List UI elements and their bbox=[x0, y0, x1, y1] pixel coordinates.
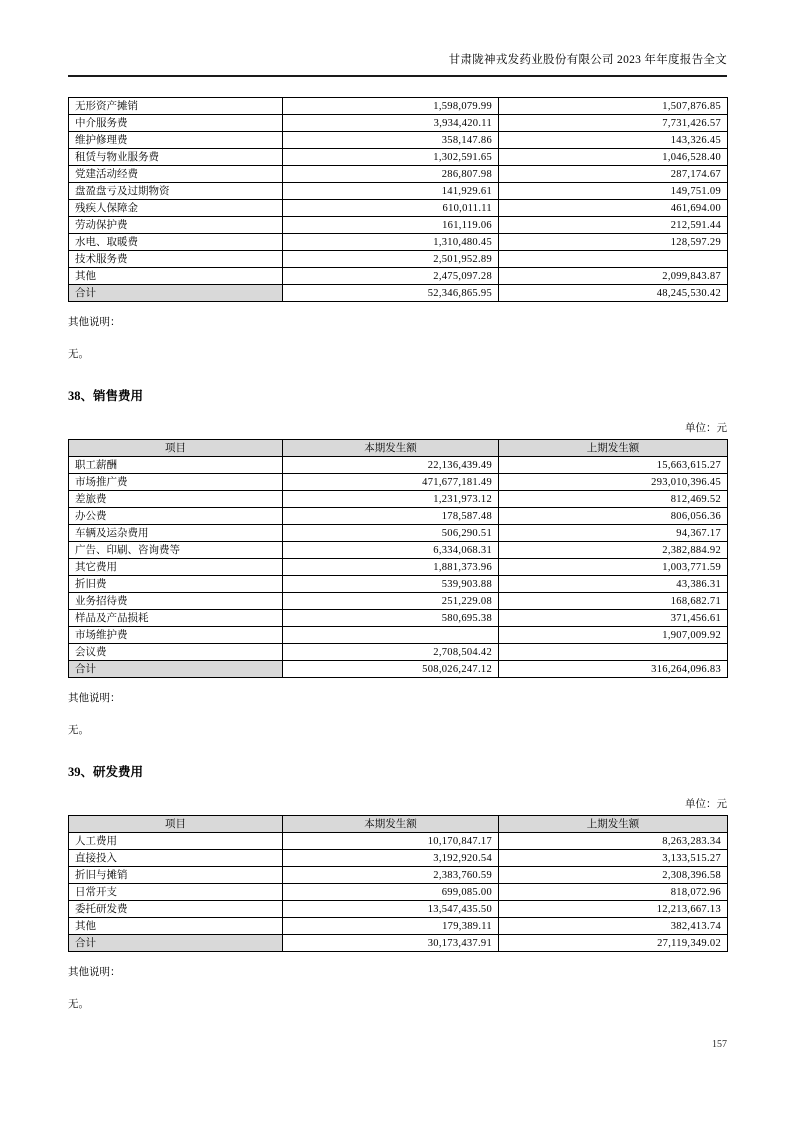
item-label-cell: 委托研发费 bbox=[69, 901, 283, 918]
expense-detail-table-continued bbox=[68, 97, 728, 302]
section-heading-39: 39、研发费用 bbox=[68, 765, 144, 779]
current-amount-cell: 2,501,952.89 bbox=[283, 251, 499, 268]
item-label-cell: 合计 bbox=[69, 935, 283, 952]
prior-amount-cell: 1,907,009.92 bbox=[499, 627, 728, 644]
item-label-cell: 技术服务费 bbox=[69, 251, 283, 268]
prior-amount-cell: 48,245,530.42 bbox=[499, 285, 728, 302]
current-amount-cell: 22,136,439.49 bbox=[283, 457, 499, 474]
item-label-cell: 其他 bbox=[69, 918, 283, 935]
table-row bbox=[69, 234, 728, 251]
current-amount-cell: 1,598,079.99 bbox=[283, 98, 499, 115]
prior-amount-cell bbox=[499, 644, 728, 661]
current-amount-cell: 1,302,591.65 bbox=[283, 149, 499, 166]
prior-amount-cell: 94,367.17 bbox=[499, 525, 728, 542]
prior-amount-cell: 461,694.00 bbox=[499, 200, 728, 217]
table-row bbox=[69, 576, 728, 593]
current-amount-cell: 30,173,437.91 bbox=[283, 935, 499, 952]
prior-amount-cell: 1,003,771.59 bbox=[499, 559, 728, 576]
current-amount-cell: 539,903.88 bbox=[283, 576, 499, 593]
table-row bbox=[69, 474, 728, 491]
current-amount-cell: 178,587.48 bbox=[283, 508, 499, 525]
current-amount-cell: 286,807.98 bbox=[283, 166, 499, 183]
note-value: 无。 bbox=[68, 349, 89, 360]
item-label-cell: 直接投入 bbox=[69, 850, 283, 867]
column-header: 本期发生额 bbox=[283, 816, 499, 833]
item-label-cell: 租赁与物业服务费 bbox=[69, 149, 283, 166]
item-label-cell: 劳动保护费 bbox=[69, 217, 283, 234]
note-value: 无。 bbox=[68, 999, 89, 1010]
item-label-cell: 样品及产品损耗 bbox=[69, 610, 283, 627]
item-label-cell: 中介服务费 bbox=[69, 115, 283, 132]
current-amount-cell: 580,695.38 bbox=[283, 610, 499, 627]
prior-amount-cell: 3,133,515.27 bbox=[499, 850, 728, 867]
prior-amount-cell: 293,010,396.45 bbox=[499, 474, 728, 491]
table-row bbox=[69, 251, 728, 268]
current-amount-cell: 358,147.86 bbox=[283, 132, 499, 149]
item-label-cell: 党建活动经费 bbox=[69, 166, 283, 183]
item-label-cell: 合计 bbox=[69, 661, 283, 678]
prior-amount-cell: 812,469.52 bbox=[499, 491, 728, 508]
prior-amount-cell: 43,386.31 bbox=[499, 576, 728, 593]
prior-amount-cell: 1,046,528.40 bbox=[499, 149, 728, 166]
note-value: 无。 bbox=[68, 725, 89, 736]
current-amount-cell: 10,170,847.17 bbox=[283, 833, 499, 850]
current-amount-cell: 1,310,480.45 bbox=[283, 234, 499, 251]
current-amount-cell: 699,085.00 bbox=[283, 884, 499, 901]
table-row bbox=[69, 918, 728, 935]
column-header: 上期发生额 bbox=[499, 816, 728, 833]
current-amount-cell: 2,383,760.59 bbox=[283, 867, 499, 884]
table-row bbox=[69, 644, 728, 661]
item-label-cell: 折旧与摊销 bbox=[69, 867, 283, 884]
prior-amount-cell: 1,507,876.85 bbox=[499, 98, 728, 115]
prior-amount-cell: 2,099,843.87 bbox=[499, 268, 728, 285]
table-row bbox=[69, 542, 728, 559]
item-label-cell: 车辆及运杂费用 bbox=[69, 525, 283, 542]
table-row bbox=[69, 833, 728, 850]
prior-amount-cell: 8,263,283.34 bbox=[499, 833, 728, 850]
prior-amount-cell: 27,119,349.02 bbox=[499, 935, 728, 952]
table-row bbox=[69, 901, 728, 918]
table-row bbox=[69, 115, 728, 132]
current-amount-cell: 1,881,373.96 bbox=[283, 559, 499, 576]
column-header: 项目 bbox=[69, 440, 283, 457]
item-label-cell: 日常开支 bbox=[69, 884, 283, 901]
table-row bbox=[69, 183, 728, 200]
current-amount-cell: 13,547,435.50 bbox=[283, 901, 499, 918]
item-label-cell: 市场维护费 bbox=[69, 627, 283, 644]
prior-amount-cell: 806,056.36 bbox=[499, 508, 728, 525]
item-label-cell: 会议费 bbox=[69, 644, 283, 661]
current-amount-cell: 52,346,865.95 bbox=[283, 285, 499, 302]
table-row bbox=[69, 166, 728, 183]
item-label-cell: 其它费用 bbox=[69, 559, 283, 576]
current-amount-cell: 2,475,097.28 bbox=[283, 268, 499, 285]
prior-amount-cell: 149,751.09 bbox=[499, 183, 728, 200]
document-header-title: 甘肃陇神戎发药业股份有限公司 2023 年年度报告全文 bbox=[68, 52, 727, 77]
page-number: 157 bbox=[712, 1039, 727, 1050]
table-row bbox=[69, 200, 728, 217]
prior-amount-cell: 212,591.44 bbox=[499, 217, 728, 234]
current-amount-cell: 141,929.61 bbox=[283, 183, 499, 200]
unit-label: 单位：元 bbox=[685, 799, 727, 810]
column-header: 项目 bbox=[69, 816, 283, 833]
current-amount-cell: 6,334,068.31 bbox=[283, 542, 499, 559]
total-row bbox=[69, 935, 728, 952]
unit-label: 单位：元 bbox=[685, 423, 727, 434]
prior-amount-cell: 316,264,096.83 bbox=[499, 661, 728, 678]
item-label-cell: 其他 bbox=[69, 268, 283, 285]
item-label-cell: 业务招待费 bbox=[69, 593, 283, 610]
prior-amount-cell: 12,213,667.13 bbox=[499, 901, 728, 918]
column-header: 本期发生额 bbox=[283, 440, 499, 457]
current-amount-cell: 1,231,973.12 bbox=[283, 491, 499, 508]
prior-amount-cell: 371,456.61 bbox=[499, 610, 728, 627]
prior-amount-cell: 15,663,615.27 bbox=[499, 457, 728, 474]
table-row bbox=[69, 149, 728, 166]
note-label: 其他说明： bbox=[68, 967, 121, 978]
current-amount-cell: 3,192,920.54 bbox=[283, 850, 499, 867]
current-amount-cell: 610,011.11 bbox=[283, 200, 499, 217]
table-header-row bbox=[69, 816, 728, 833]
table-row bbox=[69, 268, 728, 285]
current-amount-cell: 161,119.06 bbox=[283, 217, 499, 234]
table-row bbox=[69, 610, 728, 627]
current-amount-cell: 251,229.08 bbox=[283, 593, 499, 610]
item-label-cell: 市场推广费 bbox=[69, 474, 283, 491]
prior-amount-cell: 168,682.71 bbox=[499, 593, 728, 610]
table-row bbox=[69, 217, 728, 234]
rd-expense-table bbox=[68, 815, 728, 952]
table-row bbox=[69, 525, 728, 542]
note-label: 其他说明： bbox=[68, 693, 121, 704]
item-label-cell: 职工薪酬 bbox=[69, 457, 283, 474]
total-row bbox=[69, 285, 728, 302]
current-amount-cell: 506,290.51 bbox=[283, 525, 499, 542]
current-amount-cell bbox=[283, 627, 499, 644]
section-heading-38: 38、销售费用 bbox=[68, 389, 144, 403]
table-row bbox=[69, 132, 728, 149]
table-header-row bbox=[69, 440, 728, 457]
prior-amount-cell: 818,072.96 bbox=[499, 884, 728, 901]
item-label-cell: 维护修理费 bbox=[69, 132, 283, 149]
table-row bbox=[69, 457, 728, 474]
prior-amount-cell bbox=[499, 251, 728, 268]
item-label-cell: 无形资产摊销 bbox=[69, 98, 283, 115]
current-amount-cell: 179,389.11 bbox=[283, 918, 499, 935]
table-row bbox=[69, 559, 728, 576]
column-header: 上期发生额 bbox=[499, 440, 728, 457]
current-amount-cell: 508,026,247.12 bbox=[283, 661, 499, 678]
current-amount-cell: 2,708,504.42 bbox=[283, 644, 499, 661]
table-row bbox=[69, 627, 728, 644]
item-label-cell: 合计 bbox=[69, 285, 283, 302]
item-label-cell: 差旅费 bbox=[69, 491, 283, 508]
prior-amount-cell: 7,731,426.57 bbox=[499, 115, 728, 132]
prior-amount-cell: 2,308,396.58 bbox=[499, 867, 728, 884]
current-amount-cell: 471,677,181.49 bbox=[283, 474, 499, 491]
total-row bbox=[69, 661, 728, 678]
note-label: 其他说明： bbox=[68, 317, 121, 328]
prior-amount-cell: 287,174.67 bbox=[499, 166, 728, 183]
prior-amount-cell: 143,326.45 bbox=[499, 132, 728, 149]
sales-expense-table bbox=[68, 439, 728, 678]
table-row bbox=[69, 850, 728, 867]
prior-amount-cell: 382,413.74 bbox=[499, 918, 728, 935]
table-row bbox=[69, 98, 728, 115]
item-label-cell: 盘盈盘亏及过期物资 bbox=[69, 183, 283, 200]
table-row bbox=[69, 508, 728, 525]
table-row bbox=[69, 884, 728, 901]
table-row bbox=[69, 867, 728, 884]
item-label-cell: 办公费 bbox=[69, 508, 283, 525]
table-row bbox=[69, 593, 728, 610]
item-label-cell: 残疾人保障金 bbox=[69, 200, 283, 217]
table-row bbox=[69, 491, 728, 508]
prior-amount-cell: 2,382,884.92 bbox=[499, 542, 728, 559]
prior-amount-cell: 128,597.29 bbox=[499, 234, 728, 251]
item-label-cell: 广告、印刷、咨询费等 bbox=[69, 542, 283, 559]
item-label-cell: 水电、取暖费 bbox=[69, 234, 283, 251]
current-amount-cell: 3,934,420.11 bbox=[283, 115, 499, 132]
item-label-cell: 人工费用 bbox=[69, 833, 283, 850]
item-label-cell: 折旧费 bbox=[69, 576, 283, 593]
